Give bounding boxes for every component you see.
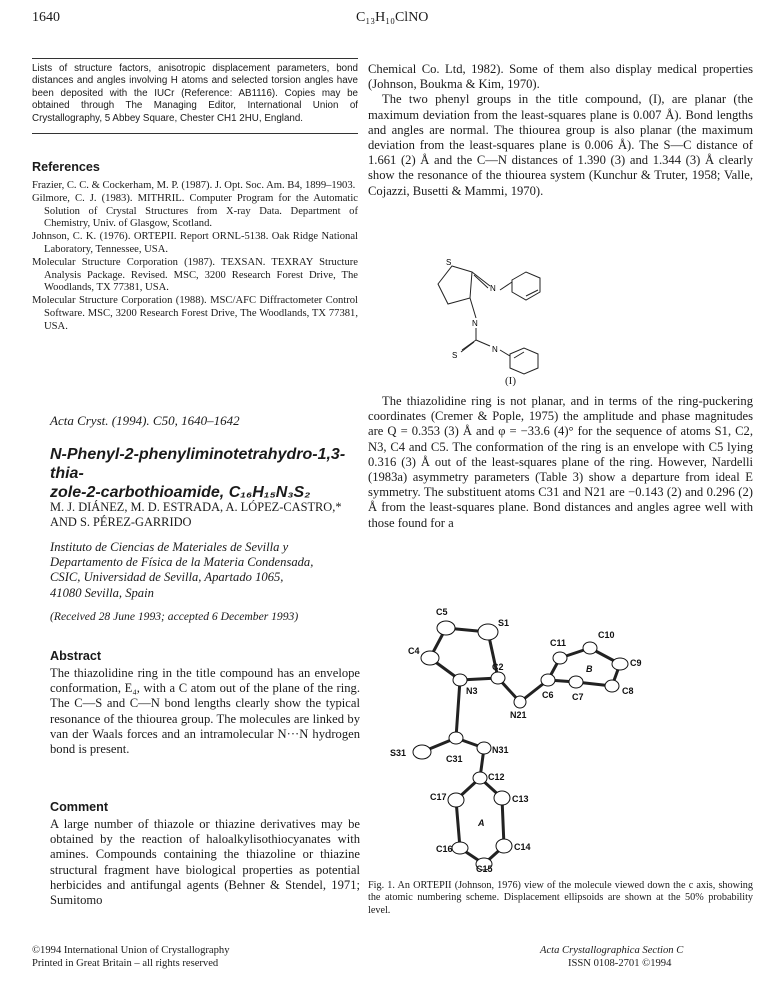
figure-caption: Fig. 1. An ORTEPII (Johnson, 1976) view of the molecule viewed down the c axis, showing the atomic numbering scheme. Displacement ellipsoids are shown at the 50% probability level. (368, 880, 753, 916)
atom-label-c4: C4 (408, 646, 420, 656)
atom-label-c9: C9 (630, 658, 642, 668)
received-dates: (Received 28 June 1993; accepted 6 December 1993) (50, 610, 299, 623)
running-formula: C₁₃H₁₀ClNO (356, 10, 429, 25)
reference-item: Molecular Structure Corporation (1988). MSC/AFC Diffractometer Control Software. MSC, 3200 Research Forest Drive, The Woodlands, TX 77381, USA. (32, 295, 358, 332)
reference-item: Johnson, C. K. (1976). ORTEPII. Report ORNL-5138. Oak Ridge National Laboratory, Tennessee, USA. (32, 231, 358, 255)
deposition-note: Lists of structure factors, anisotropic displacement parameters, bond distances and angles involving H atoms and selected torsion angles have been deposited with the IUCr (Reference: AB1116). Copies may be obtained through The Managing Editor, International Union of Crystallography, 5 Abbey Square, Chester CH1 2HU, England. (32, 63, 358, 124)
atom-label-c6: C6 (542, 690, 554, 700)
reference-item: Molecular Structure Corporation (1987). TEXSAN. TEXRAY Structure Analysis Package. Revised. MSC, 3200 Research Forest Drive, The Woodlands, TX 77381, USA. (32, 256, 358, 294)
abstract-section (50, 649, 360, 757)
paragraph: The thiazolidine ring is not planar, and in terms of the ring-puckering coordinates (Cremer & Pople, 1975) the amplitude and phase magnitudes are Q = 0.353 (3) Å and φ = −33.6 (4)° for the sequence of atoms S1, C2, N3, C4 and C5. The conformation of the ring is an envelope with C5 lying 0.316 (3) Å out of the least-squares plane of the ring. However, Nardelli (1983a) asymmetry parameters (Table 3) show a departure from ideal E symmetry. The substituent atoms C31 and N21 are −0.143 (2) and 0.296 (2) Å from the least-squares plane. Bond distances and angles agree well with those found for a (368, 394, 753, 530)
printed-line: Printed in Great Britain – all rights reserved (32, 957, 219, 969)
authors-line-2: AND S. PÉREZ-GARRIDO (50, 515, 192, 529)
paragraph: Chemical Co. Ltd, 1982). Some of them also display medical properties (Johnson, Boukma & Kim, 1970). (368, 62, 753, 92)
affiliation-line: CSIC, Universidad de Sevilla, Apartado 1065, (50, 570, 284, 585)
atom-label-c16: C16 (436, 844, 453, 854)
scheme-label: (I) (505, 375, 516, 387)
atom-label-c12: C12 (488, 772, 505, 782)
atom-label-c8: C8 (622, 686, 634, 696)
authors-line-1: M. J. DIÁNEZ, M. D. ESTRADA, A. LÓPEZ-CASTRO,* (50, 500, 342, 514)
comment-text: A large number of thiazole or thiazine derivatives may be obtained by the reaction of haloalkylisothiocyanates with amines. Compounds containing the thiazoline or thiazine structural fragment have biological properties as potential herbicides and antifungal agents (Behner & Stendel, 1971; Sumitomo (50, 817, 360, 908)
article-title (50, 445, 360, 502)
affiliation-line: 41080 Sevilla, Spain (50, 585, 154, 600)
atom-label-c31: C31 (446, 754, 463, 764)
right-text-bottom (368, 394, 753, 531)
paragraph: The two phenyl groups in the title compound, (I), are planar (the maximum deviation from the least-squares plane is 0.007 Å). Bond lengths and angles are normal. The thiourea group is also planar (the maximum deviation from the least-squares plane is 0.006 Å). The S—C distance of 1.661 (2) Å and the C—N distances of 1.390 (3) and 1.344 (3) Å clearly show the resonance of the thiourea system (Kunchur & Truter, 1958; Valle, Cojazzi, Busetti & Mammi, 1970). (368, 92, 753, 198)
atom-label-c10: C10 (598, 630, 615, 640)
authors (50, 500, 342, 530)
reference-item: Frazier, C. C. & Cockerham, M. P. (1987). J. Opt. Soc. Am. B4, 1899–1903. (32, 180, 356, 191)
atom-label-c13: C13 (512, 794, 529, 804)
scheme-n-label: N (472, 319, 478, 328)
atom-label-c14: C14 (514, 842, 531, 852)
comment-section (50, 800, 360, 908)
atom-label-n31: N31 (492, 745, 509, 755)
atom-label-c7: C7 (572, 692, 584, 702)
page-number: 1640 (32, 10, 60, 25)
issn-footer: ISSN 0108-2701 ©1994 (568, 958, 672, 969)
references-heading: References (32, 160, 100, 174)
ring-label-a: A (478, 818, 485, 828)
atom-label-c5: C5 (436, 608, 448, 617)
figure-caption-block (368, 880, 753, 917)
journal-footer: Acta Crystallographica Section C (540, 945, 684, 956)
scheme-n-label: N (490, 284, 496, 293)
title-line-1: N-Phenyl-2-phenyliminotetrahydro-1,3-thia- (50, 446, 346, 482)
copyright-line: ©1994 International Union of Crystallography (32, 945, 230, 956)
scheme-s-label: S (446, 258, 452, 267)
atom-label-s1: S1 (498, 618, 510, 628)
copyright-block (32, 945, 230, 970)
affiliation-line: Departamento de Física de la Materia Condensada, (50, 555, 314, 570)
deposition-box (32, 58, 358, 134)
atom-label-n3: N3 (466, 686, 478, 696)
reference-item: Gilmore, C. J. (1983). MITHRIL. Computer Program for the Automatic Solution of Crystal Structures from X-ray Data. Department of Chemistry, Univ. of Glasgow, Scotland. (32, 192, 358, 230)
atom-label-c2: C2 (492, 662, 504, 672)
ring-label-b: B (586, 664, 593, 674)
title-line-2: zole-2-carbothioamide, C₁₆H₁₅N₃S₂ (50, 484, 311, 501)
atom-label-c11: C11 (550, 638, 567, 648)
atom-label-s31: S31 (390, 748, 407, 758)
references-section (32, 160, 358, 334)
abstract-text: The thiazolidine ring in the title compound has an envelope conformation, E₄, with a C atom out of the plane of the ring. The C—S and C—N bond lengths clearly show the typical resonance of the thiourea group. The molecules are linked by van der Waals forces and an intramolecular N···N hydrogen bond is present. (50, 666, 360, 757)
journal-reference: Acta Cryst. (1994). C50, 1640–1642 (50, 413, 240, 428)
affiliation (50, 540, 313, 601)
abstract-heading: Abstract (50, 649, 102, 663)
chemical-scheme (430, 258, 570, 378)
affiliation-line: Instituto de Ciencias de Materiales de Sevilla y (50, 540, 289, 554)
comment-heading: Comment (50, 800, 109, 814)
right-text-top (368, 62, 753, 199)
scheme-n-label: N (492, 345, 498, 354)
ortep-figure (380, 608, 680, 872)
atom-label-c15: C15 (476, 864, 493, 872)
scheme-s-label: S (452, 351, 458, 360)
atom-label-c17: C17 (430, 792, 447, 802)
atom-label-n21: N21 (510, 710, 527, 720)
references-list (32, 180, 358, 334)
